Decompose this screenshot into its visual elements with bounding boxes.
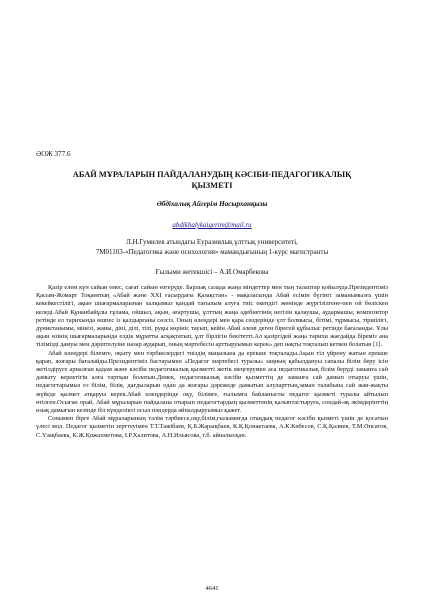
paper-title-line1: АБАЙ МҰРАЛАРЫН ПАЙДАЛАНУДЫҢ КӘСІБИ-ПЕДАГОГИКАЛЫҚ	[72, 170, 352, 179]
author-name: Әбдіхалық Айгерім Насырханқызы	[156, 200, 268, 208]
udc-code: ӘОЖ 377.6	[36, 150, 71, 158]
author-affiliation	[36, 237, 388, 257]
body-text	[36, 284, 388, 440]
paper-page	[36, 0, 388, 600]
paper-title	[36, 170, 388, 191]
page-number: 4641	[205, 585, 219, 592]
author-email-link[interactable]: abdikhalykaigerim@mail.ru	[172, 221, 252, 229]
affiliation-line1: Л.Н.Гумилев атындағы Еуразиялық ұлттық университеті,	[126, 238, 298, 246]
paragraph-3: Сонымен бірге Абай мұраларының тәлім тәрбиесе,оқу,білім,ғылымиғда отаңдық педагог кәсіби қызметі үшін де қосатын үлесі мол. Педагог қызметін зерттеуімен Т.Т.Тажібаев, Қ.Б.Жарықбаев, К.Қ.Қонактаева, А.К.Көбесов, С.Қ.Қалиев, Т.М.Әпсатов, С.Үзақбаева, К.Ж.Қожахметова, І.Р.Халитова, А.Н.Ильясова, т.б. айналысқан.	[36, 415, 388, 439]
supervisor: Ғылыми жетекшісі – А.И.Омарбекова	[155, 268, 269, 276]
paragraph-1: Қазір елем күн сайын емес, сағат сайын өзгеруде. Барлық салада жаңа міндеттер мен тың талаптар қойылуда.Президентіміз Қасым-Жомарт Тоқаевтың «Абай және XXI ғасырдағы Қазақстан» - мақаласында Абай есімін бүгінгі заманымызға үшін кекейкестілігі, ақын шығармаларынан халқымыз қандай тағылым алуға тиіс екендігі жөнінде жүргізілгене-пен ой бөліскен келеді.Абай Құнанбайұлы ғұлама, ойшыл, ақын, ағартушы, ұлттың жаңа әдебиетінің негізін қалаушы, аудармашы, композитор ретінде ел тарихында өшпес із қалдырғаны сөзсіз. Оның өлеңдері мен қара сөздерінде үлт болмысы, бітімі, тұрмысы, тіршілігі, дүниетанымы, мінезі, жаны, діні, ділі, тілі, руқы көрініс тауып, кейін Абай әлемі деген бірегей құбылыс ретінде бағаланды. Ұлы ақын өзінің шығармаларында елдік мұратты асқақтатып, ұлт бірлігін бекітетті.Ал қазіргідей жаңа тарихи жағдайда біреміз ана тілімізді дамуы мен дәріптелуіне назар аударып, оның мәртебесін арттыруымыз керек» деп нақты тоқталып кеткен болатын [1].	[36, 284, 388, 349]
paragraph-2: Абай өлеңдері білемге, оқыту мен тәрбиелердегі тиіздің маңызына да ерекше тоқталады.Ақын тіл үйрену жатын ерекше қарап, жоғары бағалайды.Президентіміз бастауымен «Педагог мәртебесі туралы» заңның қабылдануы сапалы білім беру ісін жетілдіруге арналған қадам және кәсіби педагогикалық қызметті жетік меңгерумен аса педагогикалық білім беруді заманға сай дамыту керектігін алға тартқан болатын.Демек, педагогикалық кәсіби қызметтің де заманға сай дамып отыруы үшін, педагогтарымыз ез білім, білік, дағдыларын одан да жоғары дәрежеде дамытып алуларттың,заман талабына сай жан-жақты жүйеде қызмет атқаруы керек.Абай өлеңдерінде оқу, білімге, ғылымға байланысты педагог қызметі туралы айтылып өтілген.Осыған орай, Абай мұраларын пайдалана отырып педагогтардың қызметтенің қалыптастыруға, сондай-ақ әкімдерінттің өзық дамығын кезінде біз күнделікті осыл пәндерда айналдыруымыз қажет.	[36, 349, 388, 415]
affiliation-line2: 7М01103-«Педагогика және психология» мамандығының 1-курс магистранты	[95, 248, 329, 256]
paper-title-line2: ҚЫЗМЕТІ	[191, 180, 233, 190]
